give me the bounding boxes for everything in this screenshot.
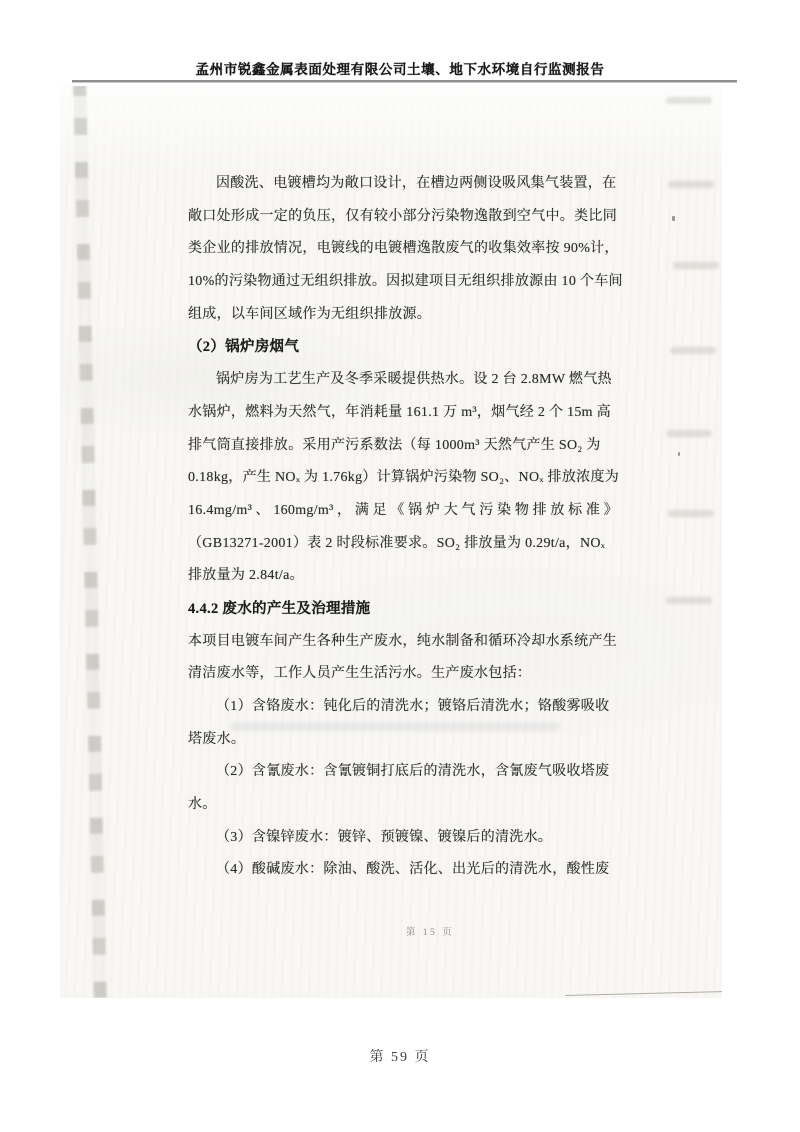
header-rule bbox=[72, 80, 737, 83]
text-line: 清洁废水等，工作人员产生生活污水。生产废水包括： bbox=[188, 666, 532, 682]
text-line: 组成，以车间区域作为无组织排放源。 bbox=[188, 306, 432, 322]
text-line: 因酸洗、电镀槽均为敞口设计，在槽边两侧设吸风集气装置，在 bbox=[216, 176, 617, 191]
text-line: 水锅炉，燃料为天然气，年消耗量 161.1 万 m³，烟气经 2 个 15m 高 bbox=[188, 404, 611, 420]
scan-smudge-artifact bbox=[668, 181, 714, 188]
text-line: 水。 bbox=[188, 797, 217, 813]
text-line: 敞口处形成一定的负压，仅有较小部分污染物逸散到空气中。类比同 bbox=[188, 208, 617, 224]
text-line: （2）含氰废水：含氰镀铜打底后的清洗水，含氰废气吸收塔废 bbox=[216, 764, 610, 780]
scan-left-edge-artifact bbox=[73, 86, 107, 998]
text-line: 排气筒直接排放。采用产污系数法（每 1000m³ 天然气产生 SO₂ 为 bbox=[188, 437, 601, 453]
scanned-page bbox=[60, 86, 722, 998]
text-line: 塔废水。 bbox=[188, 731, 246, 747]
text-line: 排放量为 2.84t/a。 bbox=[188, 568, 304, 584]
text-line: （3）含镍锌废水：镀锌、预镀镍、镀镍后的清洗水。 bbox=[216, 829, 553, 845]
scan-smudge-artifact bbox=[666, 97, 712, 104]
text-line: 类企业的排放情况，电镀线的电镀槽逸散废气的收集效率按 90%计， bbox=[188, 241, 619, 257]
footer-page-number: 第 59 页 bbox=[369, 1050, 431, 1065]
text-line: 本项目电镀车间产生各种生产废水，纯水制备和循环冷却水系统产生 bbox=[188, 633, 617, 649]
text-line: （4）酸碱废水：除油、酸洗、活化、出光后的清洗水，酸性废 bbox=[216, 862, 610, 878]
scan-smudge-artifact bbox=[666, 430, 712, 437]
scan-page-number: 第 15 页 bbox=[405, 928, 455, 938]
scan-smudge-artifact bbox=[670, 347, 716, 354]
scan-smudge-artifact bbox=[666, 597, 712, 604]
text-line: 4.4.2 废水的产生及治理措施 bbox=[188, 600, 371, 617]
text-line: 0.18kg，产生 NOₓ 为 1.76kg）计算锅炉污染物 SO₂、NOₓ 排放浓度为 bbox=[188, 470, 620, 486]
text-line: 16.4mg/m³、160mg/m³，满足《锅炉大气污染物排放标准》 bbox=[188, 502, 618, 518]
text-line: （GB13271-2001）表 2 时段标准要求。SO₂ 排放量为 0.29t/a，NOₓ bbox=[188, 535, 606, 551]
scan-speck-artifact bbox=[678, 452, 680, 456]
scan-smudge-artifact bbox=[673, 262, 719, 269]
scan-text-block bbox=[188, 168, 623, 887]
text-line: （2）锅炉房烟气 bbox=[188, 339, 300, 356]
text-line: （1）含铬废水：钝化后的清洗水；镀铬后清洗水；铬酸雾吸收 bbox=[216, 699, 610, 714]
scan-smudge-artifact bbox=[668, 510, 714, 517]
text-line: 锅炉房为工艺生产及冬季采暖提供热水。设 2 台 2.8MW 燃气热 bbox=[216, 372, 612, 388]
text-line: 10%的污染物通过无组织排放。因拟建项目无组织排放源由 10 个车间 bbox=[188, 274, 623, 290]
report-header-title: 孟州市锐鑫金属表面处理有限公司土壤、地下水环境自行监测报告 bbox=[195, 62, 605, 77]
scan-speck-artifact bbox=[672, 216, 675, 221]
diagonal-line-artifact bbox=[565, 991, 722, 996]
